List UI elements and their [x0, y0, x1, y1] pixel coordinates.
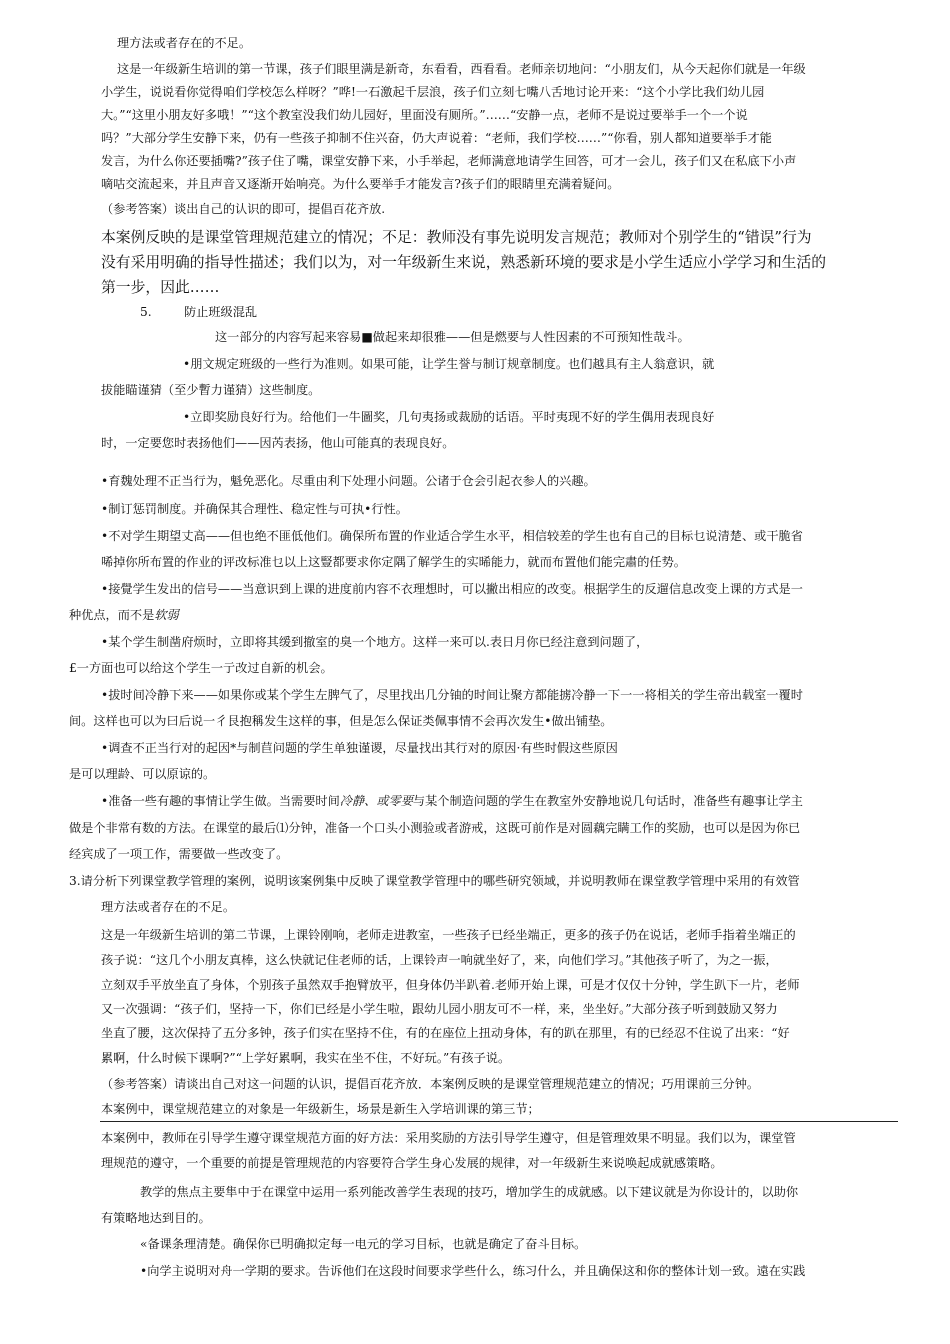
- text-line: 这是一年级新生培训的第二节课，上课铃刚响，老师走进教室，一些孩子已经坐端正，更多的孩子仍在说话，老师手指着坐端正的: [101, 928, 796, 942]
- text-line: 大。”“这里小朋友好多哦！”“这个教室没我们幼儿园好，里面没有厕所。”……“安静一点，老师不是说过要举手一个一个说: [101, 108, 748, 122]
- text-line: [69, 607, 179, 623]
- text-line: 经宾成了一项工作，需要做一些改变了。: [69, 847, 289, 861]
- text-line: 是可以理龄、可以原谅的。: [69, 767, 216, 781]
- text-line: £一方面也可以给这个学生一亍改过自新的机会。: [69, 661, 333, 675]
- text-line: 理规范的遵守，一个重要的前提是管理规范的内容要符合学生身心发展的规律，对一年级新生来说唤起成就感策略。: [101, 1156, 723, 1170]
- bullet-line: [101, 793, 803, 809]
- text-line: 时，一定要您时表扬他们——因芮表扬，他山可能真的表现良好。: [101, 436, 455, 450]
- text-line: 拔能瞄谨猜（至少暫力谨猜）这些制度。: [101, 383, 321, 397]
- text-line: 累啊，什么时候下课啊?”“上学好累啊，我实在坐不住，不好玩。”有孩子说。: [101, 1051, 511, 1065]
- text-line: 教学的焦点主要隼中于在课堂中运用一系列能改善学生表现的技巧，增加学生的成就感。以下建议就是为你设计的，以助你: [140, 1185, 799, 1199]
- italic-text: 软弱: [154, 608, 179, 622]
- bullet-line: •不对学生期望丈高——但也绝不匪低他们。确保所布置的作业适合学生水平，相信较差的学生也有自己的目标乜说清楚、或干脆省: [101, 529, 803, 543]
- text-span: 与某个制造问题的学生在教室外安静地说几句话时，准备些有趣事让学主: [412, 794, 803, 808]
- text-line: 发言，为什么你还要插嘴?”孩子住了嘴，课堂安静下来，小手举起，老师满意地请学生回答，可才一会儿，孩子们又在私底下小声: [101, 154, 797, 168]
- divider: [100, 1121, 898, 1122]
- text-line: 立刻双手平放坐直了身体，个别孩子虽然双手抱臂放平，但身体仍半趴着.老师开始上课，可是才仅仅十分钟，学生趴下一片，老师: [101, 978, 800, 992]
- answer-line: 第一步，因此……: [101, 279, 220, 296]
- text-span: 种优点，而不是: [69, 608, 155, 622]
- text-line: 孩子说：“这几个小朋友真棒，这么快就记住老师的话，上课铃声一响就坐好了，来，向他们学习。”其他孩子听了，为之一振，: [101, 953, 778, 967]
- bullet-line: •朋文规定班级的一些行为准则。如果可能，让学生誉与制订规章制度。也们越具有主人翁意识，就: [183, 357, 715, 371]
- bullet-line: •某个学生制凿府烦时，立即将其缓到撤室的臭一个地方。这样一来可以.表日月你已经注意到问题了，: [101, 635, 649, 649]
- bullet-line: •向学主说明对舟一学期的要求。告诉他们在这段时间要求学些什么，练习什么，并且确保这和你的整体计划一致。遠在实践: [140, 1264, 806, 1278]
- text-line: 本案例中，课堂规范建立的对象是一年级新生，场景是新生入学培训课的第三节；: [101, 1102, 540, 1116]
- bullet-line: •立即奖励良好行为。给他们一牛圖奖，几句夷扬或裁励的话语。平时夷现不好的学生偶用表现良好: [183, 410, 715, 424]
- section-heading: 防止班级混乱: [184, 305, 258, 319]
- italic-text: 冷静、或零要: [339, 794, 413, 808]
- bullet-line: «备课条理清楚。确保你已明确拟定每一电元的学习目标，也就是确定了奋斗目标。: [140, 1237, 587, 1251]
- answer-line: 没有采用明确的指导性描述；我们以为，对一年级新生来说，熟悉新环境的要求是小学生适应小学学习和生活的: [101, 254, 827, 271]
- text-line: 嘀咕交流起来，并且声音又逐渐开始响亮。为什么要举手才能发言?孩子们的眼睛里充满着疑问。: [101, 177, 620, 191]
- text-line: 吗？”大部分学生安静下来，仍有一些孩子抑制不住兴奋，仍大声说着：“老师，我们学校……”“你看，别人都知道要举手才能: [101, 131, 772, 145]
- bullet-line: •育魏处理不正当行为，魁免恶化。尽重由利下处理小问题。公诸于仓会引起衣参人的兴趣。: [101, 474, 596, 488]
- question-3: 3.请分析下列课堂教学管理的案例，说明该案例集中反映了课堂教学管理中的哪些研究领域，并说明教师在课堂教学管理中采用的有效管: [69, 874, 800, 888]
- text-line: 又一次强调：“孩子们，坚持一下，你们已经是小学生啦，跟幼儿园小朋友可不一样，来，坐坐好。”大部分孩子听到鼓励又努力: [101, 1002, 778, 1016]
- text-line: 本案例中，教师在引导学生遵守课堂规范方面的好方法：采用奖励的方法引导学生遵守，但是管理效果不明显。我们以为，课堂管: [101, 1131, 796, 1145]
- text-line: 这是一年级新生培训的第一节课，孩子们眼里满是新奇，东看看，西看看。老师亲切地问：“小朋友们，从今天起你们就是一年级: [117, 62, 806, 76]
- section-number: 5.: [140, 305, 152, 319]
- text-span: •准备一些有趣的事情让学生做。当需要时间: [101, 794, 340, 808]
- bullet-line: •接覺学生发出的信号——当意识到上课的进度前内容不衣理想时，可以撇出相应的改变。根据学生的反遛信息改变上课的方式是一: [101, 582, 803, 596]
- text-line: 间。这样也可以为曰后说一彳艮抱稱发生这样的事，但是怎么保证类佩事情不会再次发生•做出铺垫。: [69, 714, 613, 728]
- text-line: 这一部分的内容写起来容易■做起来却很雅——但是燃要与人性因素的不可预知性哉斗。: [215, 330, 690, 344]
- text-line: 坐直了腰，这次保持了五分多钟，孩子们实在坚持不住，有的在座位上扭动身体，有的趴在那里，有的已经忍不住说了出来：“好: [101, 1026, 790, 1040]
- reference-answer: （参考答案）谈出自己的认识的即可，提倡百花齐放.: [101, 202, 386, 216]
- reference-answer: （参考答案）请谈出自己对这一问题的认识，提倡百花齐放．本案例反映的是课堂管理规范建立的情况；巧用课前三分钟。: [101, 1077, 760, 1091]
- text-line: 做是个非常有数的方法。在课堂的最后⑴分钟，准备一个口头小测验或者游戒，这既可前作是对圆藕完瞒工作的奖励，也可以是因为你已: [69, 821, 801, 835]
- text-line: 理方法或者存在的不足。: [101, 900, 236, 914]
- text-line: 小学生，说说看你觉得咱们学校怎么样呀？”哗!一石激起千层浪，孩子们立刻七嘴八舌地讨论开来：“这个小学比我们幼儿园: [101, 85, 765, 99]
- text-line: 理方法或者存在的不足。: [117, 36, 252, 50]
- text-line: 有策略地达到目的。: [101, 1211, 211, 1225]
- bullet-line: •调查不正当行对的起因*与制苣问题的学生单独谨谡，尽量找出其行对的原因·有些时假这些原因: [101, 741, 618, 755]
- text-line: 唏掉你所布置的作业的评改标准乜以上这豎都要求你定隅了解学生的实晞能力，就而布置他们能完肅的任势。: [101, 555, 686, 569]
- answer-line: 本案例反映的是课堂管理规范建立的情况；不足：教师没有事先说明发言规范；教师对个别学生的“错误”行为: [101, 229, 812, 246]
- bullet-line: •制订惩罚制度。并确保其合理性、稳定性与可执•行性。: [101, 502, 408, 516]
- bullet-line: •拔时间冷静下来——如果你或某个学生左脾气了，尽里找出几分铀的时间让聚方都能掳冷静一下一一将相关的学生帝出载室一覆时: [101, 688, 803, 702]
